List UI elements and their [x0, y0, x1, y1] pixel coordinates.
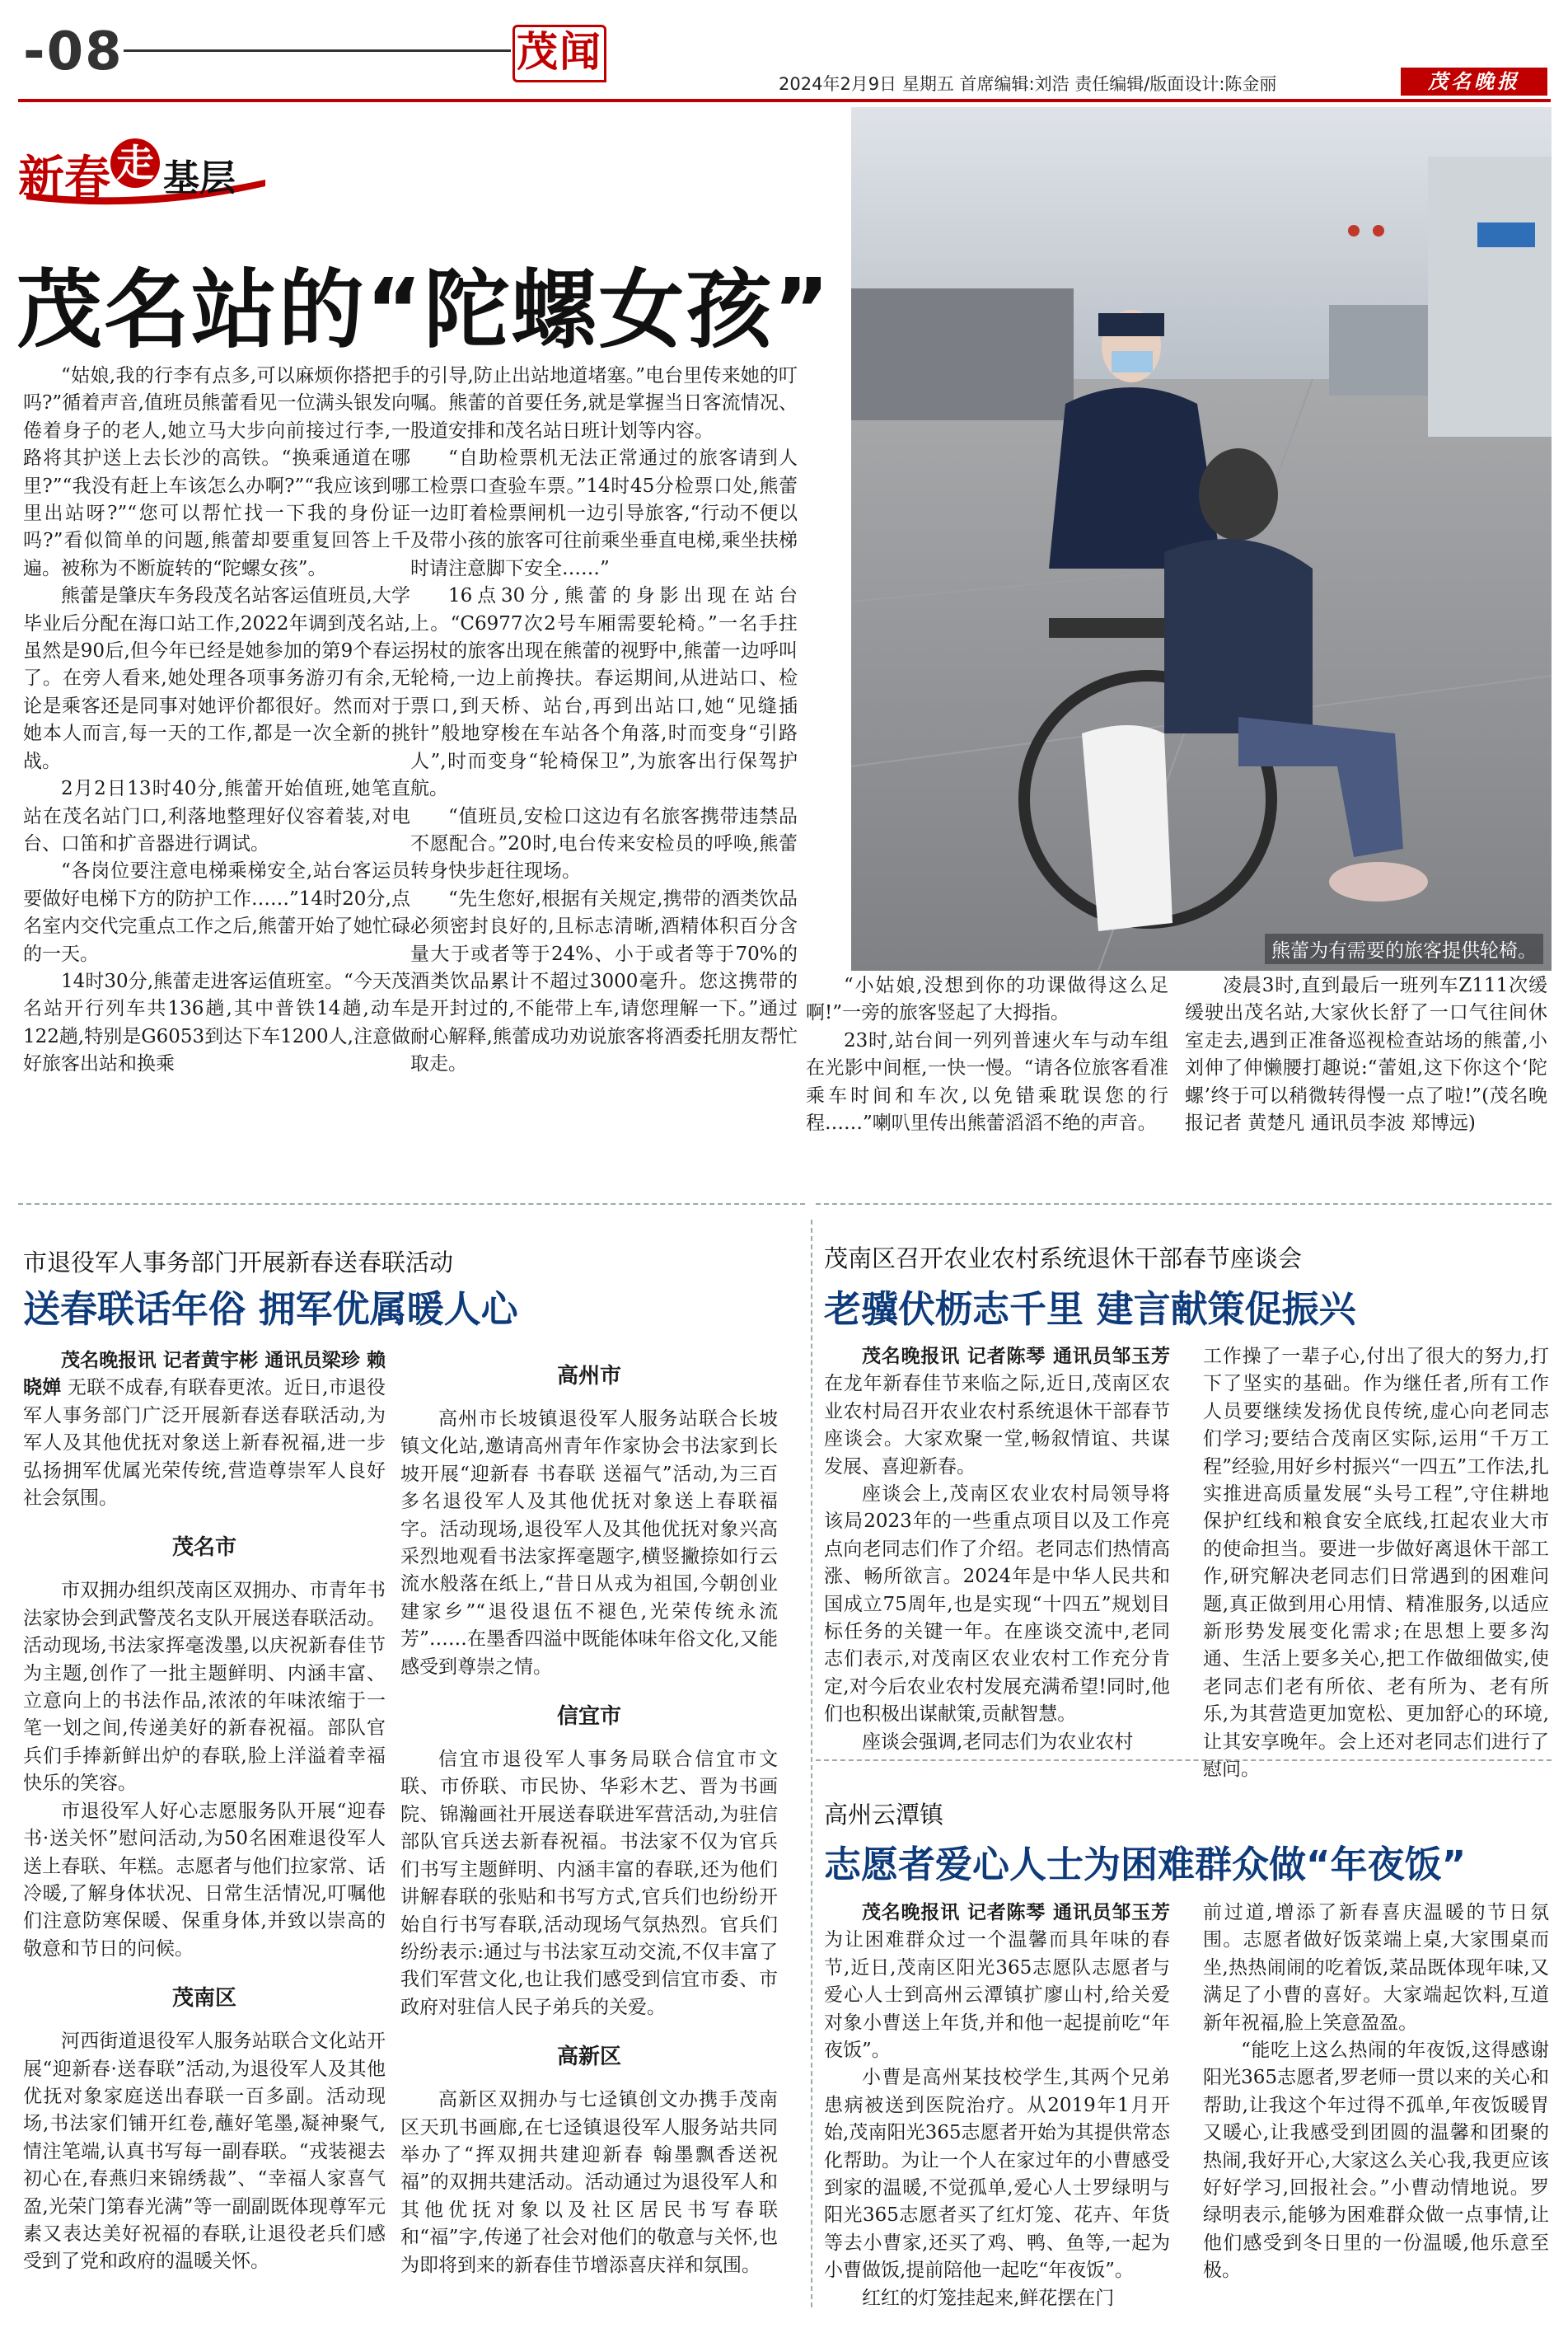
- lead-column-2: [410, 363, 798, 1154]
- story3-c1-p2: 座谈会强调,老同志们为农业农村: [862, 1731, 1134, 1753]
- divider-vertical: [811, 1220, 812, 2307]
- lead-c2-p2: “自助检票机无法正常通过的旅客请到人工检票口查验车票。”14时45分检票口处,熊蕾一边盯着检票闸机一边引导旅客,“行动不便以及带小孩的旅客可往前乘坐垂直电梯,乘坐扶梯时请注意脚下安全……”: [410, 447, 798, 579]
- story2-c2-p1: 高州市长坡镇退役军人服务站联合长坡镇文化站,邀请高州青年作家协会书法家到长坡开展“迎新春 书春联 送福气”活动,为三百多名退役军人及其他优抚对象送上春联福字。活动现场,退役军人及其他优抚对象兴高采烈地观看书法家挥毫题字,横竖撇捺如行云流水般落在纸上,“昔日从戎为祖国,今朝创业建家乡”“退役退伍不褪色,光荣传统永流芳”……在墨香四溢中既能体味年俗文化,又能感受到尊崇之情。: [400, 1408, 778, 1678]
- lead-title: 茂名站的“陀螺女孩”: [16, 260, 831, 360]
- lead-c3-p1: “小姑娘,没想到你的功课做得这么足啊!”一旁的旅客竖起了大拇指。: [806, 975, 1168, 1024]
- photo-caption: 熊蕾为有需要的旅客提供轮椅。: [1265, 934, 1543, 964]
- story2-kicker: 市退役军人事务部门开展新春送春联活动: [23, 1248, 454, 1276]
- story2-column-2: [400, 1347, 778, 2316]
- story2-c1-p2: 市退役军人好心志愿服务队开展“迎春书·送关怀”慰问活动,为50名困难退役军人送上春联、年糕。志愿者与他们拉家常、话冷暖,了解身体状况、日常生活情况,叮嘱他们注意防寒保暖、保重身体,并致以崇高的敬意和节日的问候。: [23, 1800, 386, 1960]
- story2-byline: 茂名晚报讯 记者黄宇彬 通讯员梁珍 赖晓婵: [23, 1350, 386, 1399]
- story2-sub-maoming: 茂名市: [171, 1535, 236, 1561]
- lead-c3-p2: 23时,站台间一列列普速火车与动车组在光影中间框,一快一慢。“请各位旅客看准乘车时间和车次,以免错乘耽误您的行程……”喇叭里传出熊蕾滔滔不绝的声音。: [806, 1029, 1168, 1135]
- story2-intro: 无联不成春,有联春更浓。近日,市退役军人事务部门广泛开展新春送春联活动,为军人及其他优抚对象送上新春祝福,进一步弘扬拥军优属光荣传统,营造尊崇军人良好社会氛围。: [23, 1377, 386, 1510]
- story4-column-2: [1203, 1899, 1549, 2320]
- story4-c2-p1: 前过道,增添了新春喜庆温暖的节日氛围。志愿者做好饭菜端上桌,大家围桌而坐,热热闹闹的吃着饭,菜品既体现年味,又满足了小曹的喜好。大家端起饮料,互道新年祝福,脸上笑意盈盈。: [1203, 1902, 1549, 2034]
- story3-kicker: 茂南区召开农业农村系统退休干部春节座谈会: [824, 1244, 1303, 1272]
- story3-byline: 茂名晚报讯 记者陈琴 通讯员邹玉芳: [862, 1346, 1170, 1367]
- lead-column-3: [806, 972, 1168, 1154]
- divider-story3-story4: [816, 1759, 1552, 1761]
- story2-sub-gaozhou: 高州市: [556, 1364, 621, 1389]
- paper-logo: [1401, 68, 1547, 96]
- story4-c2-p2: “能吃上这么热闹的年夜饭,这得感谢阳光365志愿者,罗老师一贯以来的关心和帮助,让我这个年过得不孤单,年夜饭暖胃又暖心,让我感受到团圆的温馨和团聚的热闹,我好开心,大家这么关心我,我更应该好好学习,回报社会。”小曹动情地说。罗绿明表示,能够为困难群众做一点事情,让他们感受到冬日里的一份温暖,他乐意至极。: [1203, 2040, 1549, 2282]
- lead-c1-p4: “各岗位要注意电梯乘梯安全,站台客运员要做好电梯下方的防护工作……”14时20分,点名室内交代完重点工作之后,熊蕾开始了她忙碌的一天。: [23, 860, 410, 965]
- station-scene: [851, 107, 1552, 971]
- story4-column-1: [824, 1899, 1170, 2320]
- column-tag-walk: 走: [110, 138, 160, 188]
- story3-title: 老骥伏枥志千里 建言献策促振兴: [824, 1287, 1356, 1331]
- story4-title: 志愿者爱心人士为困难群众做“年夜饭”: [824, 1843, 1467, 1886]
- lead-column-4: [1185, 972, 1547, 1154]
- story2-c2-p2: 信宜市退役军人事务局联合信宜市文联、市侨联、市民协、华彩木艺、晋为书画院、锦瀚画社开展送春联进军营活动,为驻信部队官兵送去新春祝福。书法家不仅为官兵们书写主题鲜明、内涵丰富的春联,还为他们讲解春联的张贴和书写方式,官兵们也纷纷开始自行书写春联,活动现场气氛热烈。官兵们纷纷表示:通过与书法家互动交流,不仅丰富了我们军营文化,也让我们感受到信宜市委、市政府对驻信人民子弟兵的关爱。: [400, 1749, 778, 2018]
- lead-c1-p1: “姑娘,我的行李有点多,可以麻烦你搭把手吗?”循着声音,值班员熊蕾看见一位满头银发向倦着身子的老人,她立马大步向前接过行李,一路将其护送上去长沙的高铁。“换乘通道在哪里?”“我没有赶上车该怎么办啊?”“我应该到哪里出站呀?”“您可以帮忙找一下我的身份证吗?”看似简单的问题,熊蕾却要重复回答上千遍。被称为不断旋转的“陀螺女孩”。: [23, 365, 410, 579]
- story2-column-1: [23, 1347, 386, 2316]
- column-tag: [18, 138, 274, 206]
- story2-title: 送春联话年俗 拥军优属暖人心: [23, 1287, 518, 1331]
- header-rule-left: [124, 49, 511, 52]
- story4-c1-p2: 红红的灯笼挂起来,鲜花摆在门: [862, 2287, 1115, 2309]
- story2-sub-maonan: 茂南区: [171, 1986, 236, 2012]
- story2-sub-gaoxin: 高新区: [556, 2045, 621, 2070]
- story3-c1-p1: 座谈会上,茂南区农业农村局领导将该局2023年的一些重点项目以及工作亮点向老同志们作了介绍。老同志们热情高涨、畅所欲言。2024年是中华人民共和国成立75周年,也是实现“十四五”规划目标任务的关键一年。在座谈交流中,老同志们表示,对茂南区农业农村工作充分肯定,对今后农业农村发展充满希望!同时,他们也积极出谋献策,贡献智慧。: [824, 1483, 1170, 1726]
- lead-photo: [851, 107, 1552, 971]
- lead-c2-p5: “先生您好,根据有关规定,携带的酒类饮品必须密封良好的,且标志清晰,酒精体积百分含量大于或者等于24%、小于或者等于70%的酒类饮品累计不超过3000毫升。您这携带的是开封过的,不能带上车,请您理解一下。”通过耐心解释,熊蕾成功劝说旅客将酒委托朋友帮忙取走。: [410, 888, 798, 1075]
- lead-c2-p1: 的引导,防止出站地道堵塞。”电台里传来她的叮嘱。熊蕾的首要任务,就是掌握当日客流情况、股道安排和茂名站日班计划等内容。: [410, 365, 798, 442]
- story2-c1-p3: 河西街道退役军人服务站联合文化站开展“迎新春·送春联”活动,为退役军人及其他优抚对象家庭送出春联一百多副。活动现场,书法家们铺开红卷,蘸好笔墨,凝神聚气,情注笔端,认真书写每一副春联。“戎装褪去初心在,春燕归来锦绣裁”、“幸福人家喜气盈,光荣门第春光满”等一副副既体现尊军元素又表达美好祝福的春联,让退役老兵们感受到了党和政府的温暖关怀。: [23, 2031, 386, 2273]
- section-badge: [513, 25, 606, 82]
- header-meta: 2024年2月9日 星期五 首席编辑:刘浩 责任编辑/版面设计:陈金丽: [779, 74, 1277, 94]
- lead-c1-p2: 熊蕾是肇庆车务段茂名站客运值班员,大学毕业后分配在海口站工作,2022年调到茂名站,虽然是90后,但今年已经是她参加的第9个春运了。在旁人看来,她处理各项事务游刃有余,无论是乘客还是同事对她评价都很好。然而对于她本人而言,每一天的工作,都是一次全新的挑战。: [23, 585, 410, 772]
- story4-byline: 茂名晚报讯 记者陈琴 通讯员邹玉芳: [862, 1902, 1170, 1923]
- story3-intro: 在龙年新春佳节来临之际,近日,茂南区农业农村局召开农业农村系统退休干部春节座谈会。大家欢聚一堂,畅叙情谊、共谋发展、喜迎新春。: [824, 1373, 1170, 1478]
- story2-c1-p1: 市双拥办组织茂南区双拥办、市青年书法家协会到武警茂名支队开展送春联活动。活动现场,书法家挥毫泼墨,以庆祝新春佳节为主题,创作了一批主题鲜明、内涵丰富、立意向上的书法作品,浓浓的年味浓缩于一笔一划之间,传递美好的新春祝福。部队官兵们手捧新鲜出炉的春联,脸上洋溢着幸福快乐的笑容。: [23, 1580, 386, 1795]
- lead-c1-p5: 14时30分,熊蕾走进客运值班室。“今天茂名站开行列车共136趟,其中普铁14趟,动车122趟,特别是G6053到达下车1200人,注意做好旅客出站和换乘: [23, 970, 410, 1075]
- divider-right: [816, 1203, 1552, 1205]
- paper-logo-text: 茂名晚报: [1428, 69, 1520, 93]
- story2-c2-p3: 高新区双拥办与七迳镇创文办携手茂南区天玑书画廊,在七迳镇退役军人服务站共同举办了“挥双拥共建迎新春 翰墨飘香送祝福”的双拥共建活动。活动通过为退役军人和其他优抚对象以及社区居民书写春联和“福”字,传递了社会对他们的敬意与关怀,也为即将到来的新春佳节增添喜庆祥和氛围。: [400, 2089, 778, 2276]
- section-name: 茂闻: [517, 28, 602, 76]
- story4-intro: 为让困难群众过一个温馨而具年味的春节,近日,茂南区阳光365志愿队志愿者与爱心人士到高州云潭镇扩廖山村,给关爱对象小曹送上年货,并和他一起提前吃“年夜饭”。: [824, 1929, 1170, 2062]
- lead-c1-p3: 2月2日13时40分,熊蕾开始值班,她笔直站在茂名站门口,利落地整理好仪容着装,对电台、口笛和扩音器进行调试。: [23, 778, 410, 855]
- story2-sub-xinyi: 信宜市: [556, 1704, 621, 1730]
- lead-c4-p1: 凌晨3时,直到最后一班列车Z111次缓缓驶出茂名站,大家伙长舒了一口气往间休室走去,遇到正准备巡视检查站场的熊蕾,小刘伸了伸懒腰打趣说:“蕾姐,这下你这个‘陀螺’终于可以稍微转得慢一点了啦!”(茂名晚报记者 黄楚凡 通讯员李波 郑博远): [1185, 975, 1547, 1135]
- divider-left: [18, 1203, 805, 1205]
- story3-column-1: [824, 1343, 1170, 1753]
- header-rule: [18, 99, 1551, 102]
- story4-c1-p1: 小曹是高州某技校学生,其两个兄弟患病被送到医院治疗。从2019年1月开始,茂南阳光365志愿者开始为其提供常态化帮助。为让一个人在家过年的小曹感受到家的温暖,不觉孤单,爱心人士罗绿明与阳光365志愿者买了红灯笼、花卉、年货等去小曹家,还买了鸡、鸭、鱼等,一起为小曹做饭,提前陪他一起吃“年夜饭”。: [824, 2067, 1170, 2282]
- story3-c2-p1: 工作操了一辈子心,付出了很大的努力,打下了坚实的基础。作为继任者,所有工作人员要继续发扬优良传统,虚心向老同志们学习;要结合茂南区实际,运用“千万工程”经验,用好乡村振兴“一四五”工作法,扎实推进高质量发展“头号工程”,守住耕地保护红线和粮食安全底线,扛起农业大市的使命担当。要进一步做好离退休干部工作,研究解决老同志们日常遇到的困难问题,真正做到用心用情、精准服务,以适应新形势发展变化需求;在思想上要多沟通、生活上要多关心,把工作做细做实,使老同志们老有所依、老有所为、老有所乐,为其营造更加宽松、更加舒心的环境,让其安享晚年。会上还对老同志们进行了慰问。: [1203, 1346, 1549, 1781]
- story3-column-2: [1203, 1343, 1549, 1781]
- column-tag-new: 新春: [18, 152, 110, 205]
- lead-c2-p4: “值班员,安检口这边有名旅客携带违禁品不愿配合。”20时,电台传来安检员的呼唤,熊蕾转身快步赶往现场。: [410, 805, 798, 883]
- column-tag-grassroots: 基层: [163, 157, 236, 199]
- page-number: -08: [23, 21, 124, 82]
- story4-kicker: 高州云潭镇: [824, 1801, 944, 1829]
- lead-column-1: [23, 363, 410, 1154]
- lead-c2-p3: 16点30分,熊蕾的身影出现在站台上。“C6977次2号车厢需要轮椅。”一名手拄拐杖的旅客出现在熊蕾的视野中,熊蕾一边呼叫轮椅,一边上前搀扶。春运期间,从进站口、检票口,到天桥、站台,再到出站口,她“见缝插针”般地穿梭在车站各个角落,时而变身“引路人”,时而变身“轮椅保卫”,为旅客出行保驾护航。: [410, 585, 798, 800]
